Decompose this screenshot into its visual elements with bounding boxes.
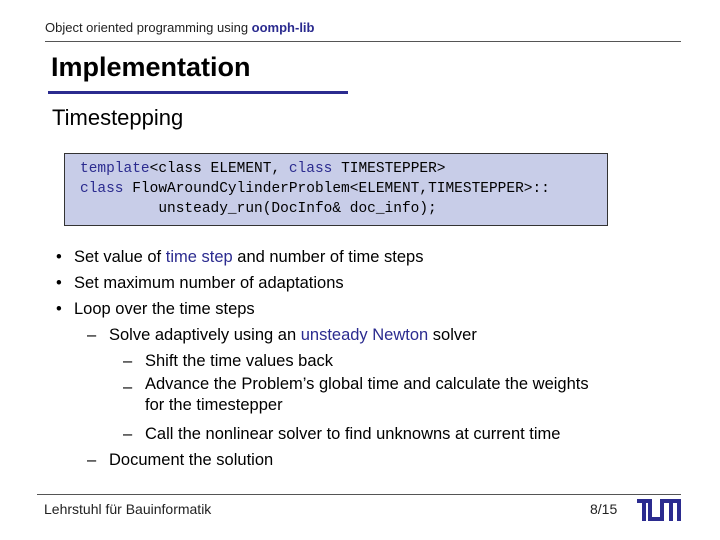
dash-marker: – <box>123 352 133 370</box>
bullet-text <box>74 244 423 270</box>
code-keyword: class <box>288 161 333 177</box>
footer-chair: Lehrstuhl für Bauinformatik <box>44 501 212 517</box>
header-lib-name: oomph-lib <box>251 20 315 35</box>
dash-marker: – <box>87 451 97 469</box>
bullet-text <box>109 322 477 348</box>
highlight-text: unsteady Newton <box>300 326 429 344</box>
bullet-marker: • <box>56 274 62 292</box>
code-block <box>64 153 608 226</box>
slide-subtitle: Timestepping <box>52 105 184 130</box>
dash-marker: – <box>123 425 133 443</box>
header-prefix: Object oriented programming using <box>45 20 252 35</box>
bullet-text: Set maximum number of adaptations <box>74 274 344 292</box>
highlight-text: time step <box>165 248 233 266</box>
bullet-text-part: Solve adaptively using an <box>109 326 301 344</box>
bullet-marker: • <box>56 248 62 266</box>
bullet-text: Document the solution <box>109 451 274 469</box>
bullet-text: Shift the time values back <box>145 352 334 370</box>
header-divider <box>45 41 681 42</box>
slide-title: Implementation <box>51 52 251 82</box>
footer-divider <box>37 494 681 495</box>
bullet-text: Call the nonlinear solver to find unknowns at current time <box>145 425 561 443</box>
bullet-text-part: solver <box>428 326 477 344</box>
code-line-3: unsteady_run(DocInfo& doc_info); <box>80 201 437 217</box>
dash-marker: – <box>87 326 97 344</box>
code-text: TIMESTEPPER> <box>332 161 446 177</box>
bullet-text-part: and number of time steps <box>232 248 424 266</box>
bullet-text-part: Set value of <box>74 248 166 266</box>
bullet-text: Loop over the time steps <box>74 300 255 318</box>
code-line-1 <box>80 159 607 179</box>
code-text: FlowAroundCylinderProblem<ELEMENT,TIMESTEPPER>:: <box>123 181 550 197</box>
dash-marker: – <box>123 378 133 396</box>
code-keyword: class <box>80 181 124 197</box>
bullet-marker: • <box>56 300 62 318</box>
code-keyword: template <box>80 161 150 177</box>
bullet-text: Advance the Problem’s global time and calculate the weights <box>145 375 589 393</box>
title-underline <box>48 91 348 94</box>
header-title <box>45 20 315 35</box>
page-number: 8/15 <box>590 501 618 517</box>
code-line-2 <box>80 179 607 199</box>
tum-logo-icon <box>637 499 681 521</box>
bullet-text-continued: for the timestepper <box>145 396 283 414</box>
code-text: <class ELEMENT, <box>149 161 289 177</box>
